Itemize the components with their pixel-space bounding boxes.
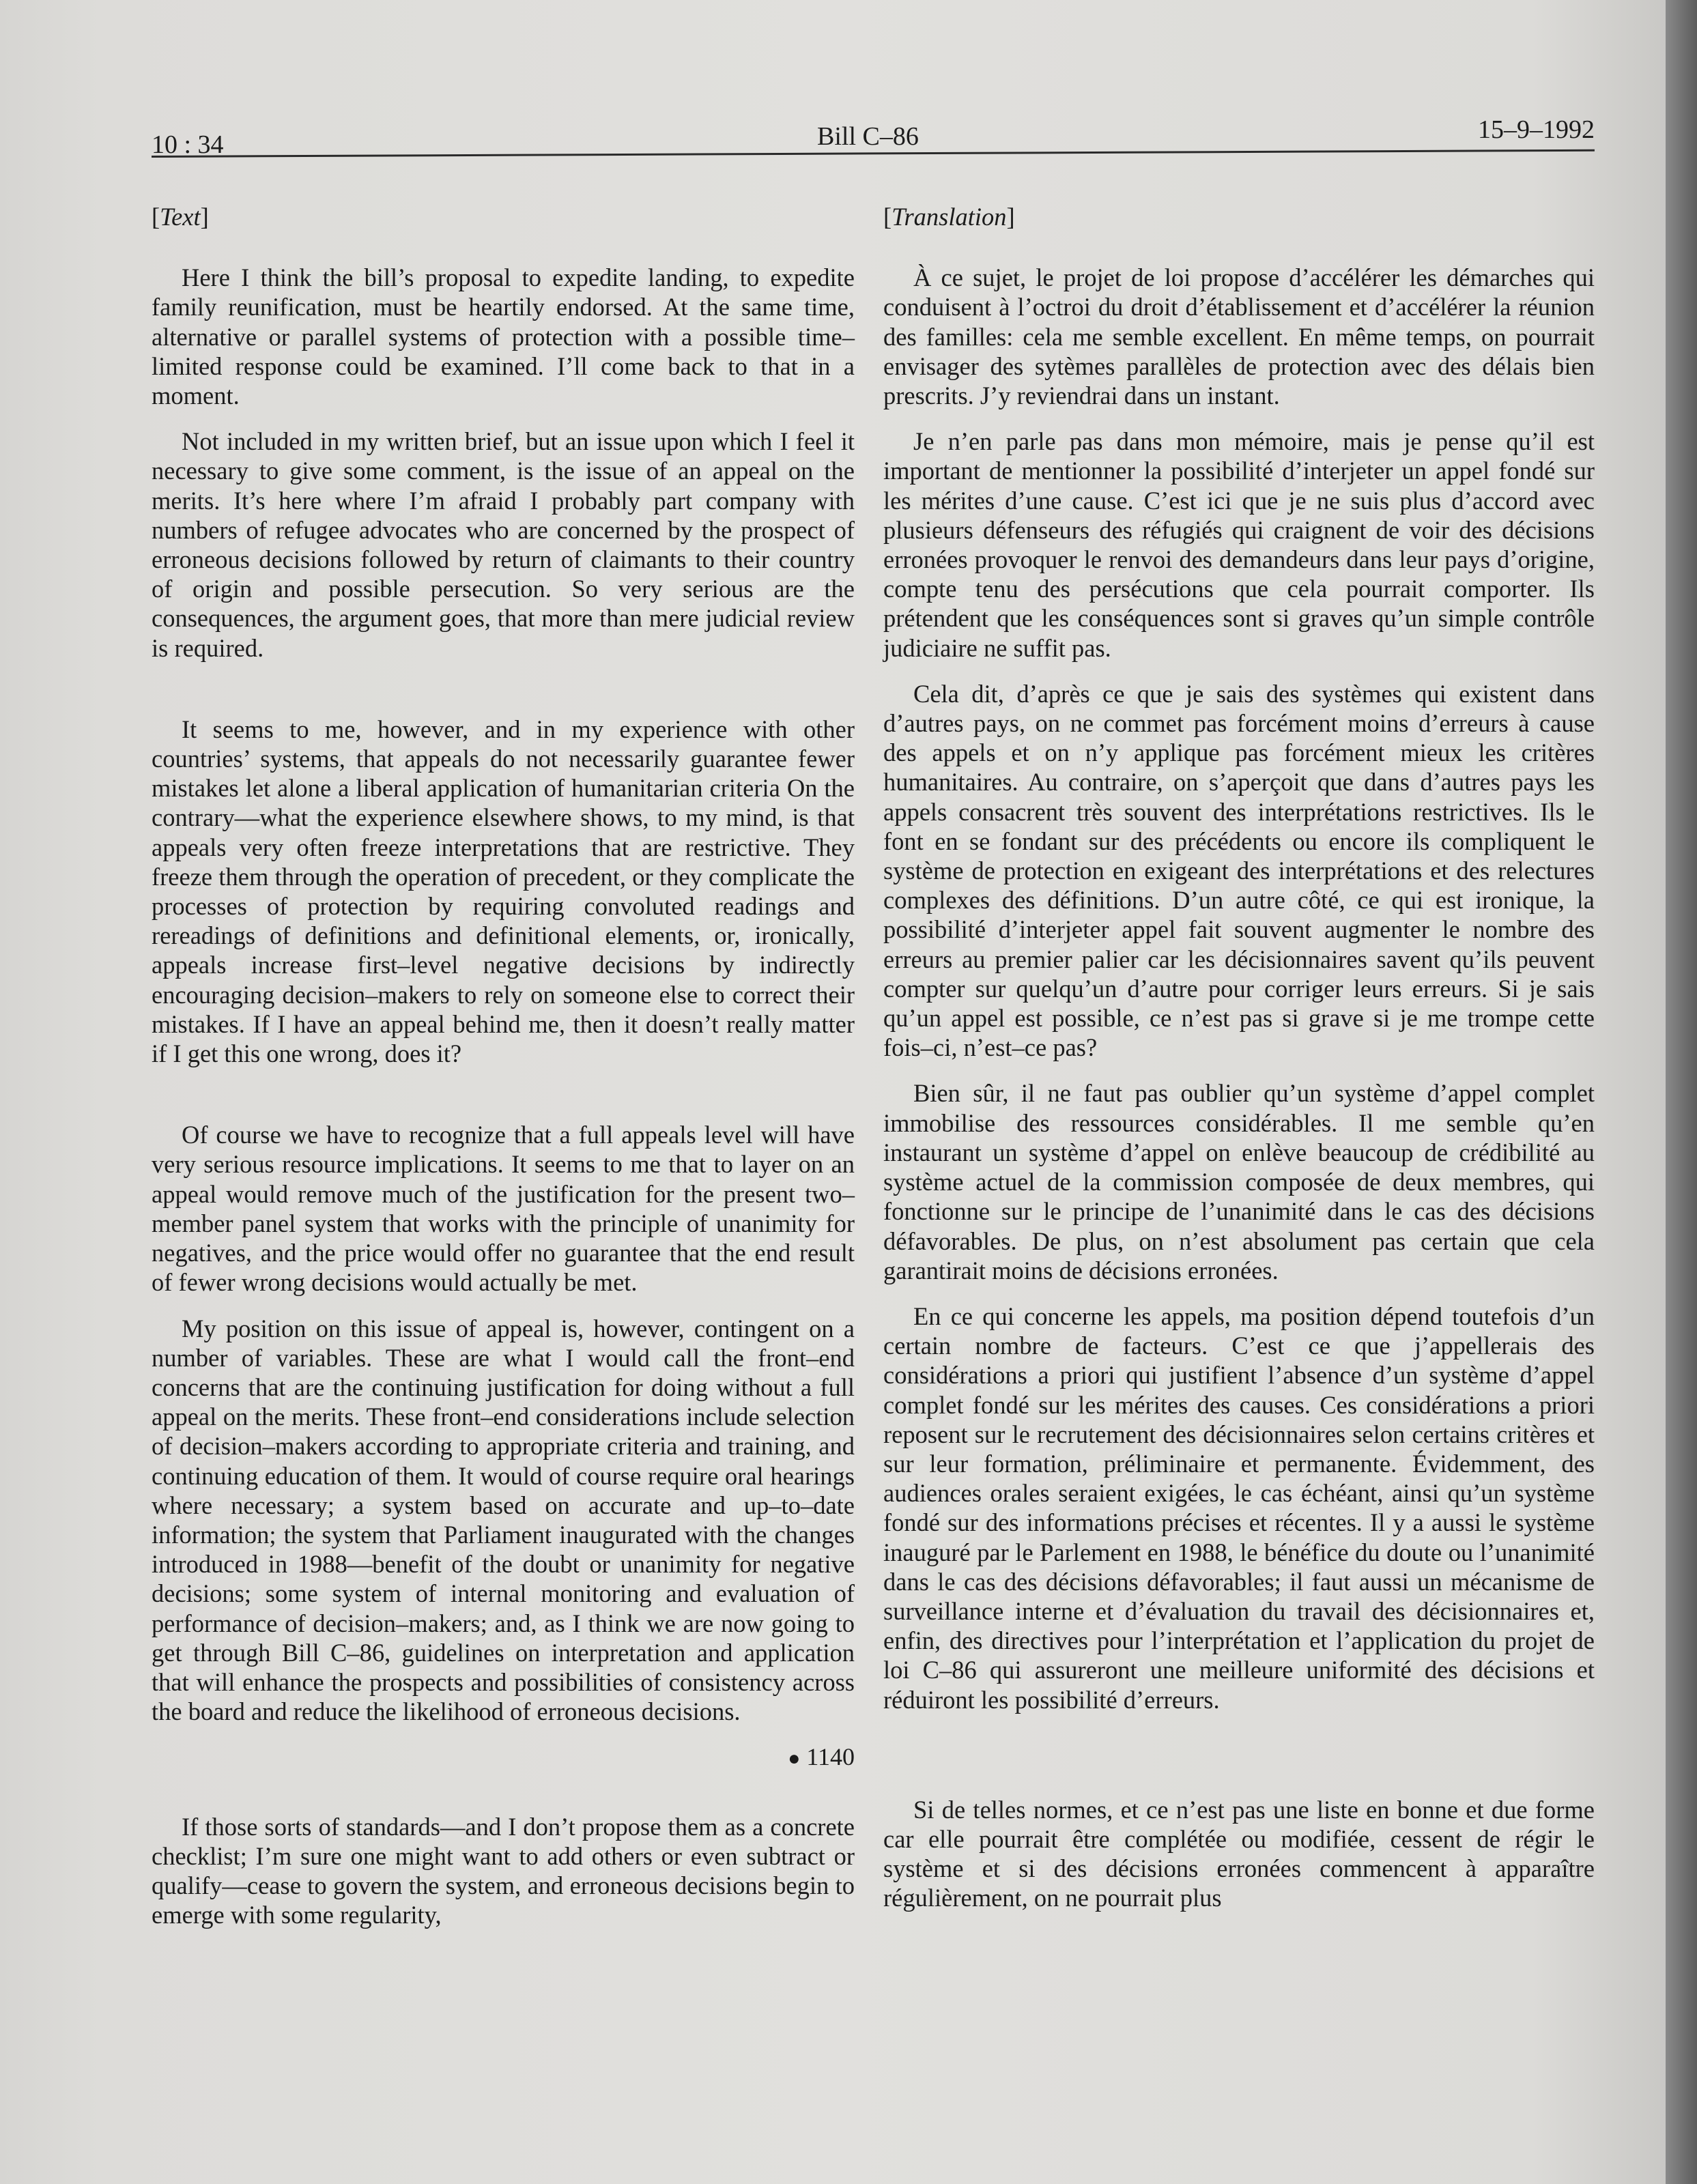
label-text: Text [160,203,201,231]
paragraph: À ce sujet, le projet de loi propose d’accélérer les démarches qui conduisent à l’octroi du droit d’établissement et d’accélérer la réunion des familles: cela me semble excellent. En même temps, on pourrait envisager des sytèmes parallèles de protection avec des délais bien prescrits. J’y reviendrai dans un instant. [883,263,1595,410]
time-marker-value: 1140 [806,1743,855,1771]
paragraph: Bien sûr, il ne faut pas oublier qu’un système d’appel complet immobilise des ressources considérables. Il me semble qu’en instaurant un système d’appel on enlève beaucoup de crédibilité au système actuel de la commission composée de deux membres, qui fonctionne sur le principe de l’unanimité dans le cas des décisions défavorables. De plus, on n’est absolument pas certain que cela garantirait moins de décisions erronées. [883,1079,1595,1284]
text-column-french [883,202,1595,1929]
paragraph: Si de telles normes, et ce n’est pas une liste en bonne et due forme car elle pourrait être complétée ou modifiée, cessent de régir le système et si des décisions erronées commencent à apparaître régulièrement, on ne pourrait plus [883,1795,1595,1912]
paragraph: Je n’en parle pas dans mon mémoire, mais je pense qu’il est important de mentionner la possibilité d’interjeter un appel fondé sur les mérites d’une cause. C’est ici que je ne suis plus d’accord avec plusieurs défenseurs des réfugiés qui craignent de voir des décisions erronées provoquer le renvoi des demandeurs dans leur pays d’origine, compte tenu des persécutions que cela pourrait comporter. Ils prétendent que les conséquences sont si graves qu’un simple contrôle judiciaire ne suffit pas. [883,427,1595,662]
paragraph: Here I think the bill’s proposal to expedite landing, to expedite family reunification, must be heartily endorsed. At the same time, alternative or parallel systems of protection with a possible time–limited response could be examined. I’ll come back to that in a moment. [152,263,855,410]
text-column-english [152,202,855,1946]
column-label-text: [Text] [152,203,209,231]
bullet-icon: ● [788,1747,801,1770]
paragraph: Not included in my written brief, but an issue upon which I feel it necessary to give some comment, is the issue of an appeal on the merits. It’s here where I’m afraid I probably part company with numbers of refugee advocates who are concerned by the prospect of erroneous decisions followed by return of claimants to their country of origin and possible persecution. So very serious are the consequences, the argument goes, that more than mere judicial review is required. [152,427,855,662]
paragraph: En ce qui concerne les appels, ma position dépend toutefois d’un certain nombre de facteurs. C’est ce que j’appellerais des considérations a priori qui justifient l’absence d’un système d’appel complet fondé sur les mérites des causes. Ces considérations a priori reposent sur le recrutement des décisionnaires selon certains critères et sur leur formation, préliminaire et permanente. Évidemment, des audiences orales seraient exigées, le cas échéant, ainsi qu’un système fondé sur des informations précises et récentes. Il y a aussi le système inauguré par le Parlement en 1988, le bénéfice du doute ou l’unanimité dans le cas des décisions défavorables; il faut aussi un mécanisme de surveillance interne et d’évaluation du travail des décisionnaires et, enfin, des directives pour l’interprétation et l’application du projet de loi C–86 qui assureront une meilleure uniformité des décisions et réduiront les possibilité d’erreurs. [883,1302,1595,1714]
header-date: 15–9–1992 [1478,115,1595,144]
paragraph: If those sorts of standards—and I don’t propose them as a concrete checklist; I’m sure one might want to add others or even subtract or qualify—cease to govern the system, and erroneous decisions begin to emerge with some regularity, [152,1812,855,1929]
column-label-translation: [Translation] [883,203,1015,231]
bill-title: Bill C–86 [817,122,919,151]
paragraph: Cela dit, d’après ce que je sais des systèmes qui existent dans d’autres pays, on ne commet pas forcément moins d’erreurs à cause des appels et on n’y applique pas forcément mieux les critères humanitaires. Au contraire, on s’aperçoit que dans d’autres pays les appels consacrent très souvent des interprétations restrictives. Ils le font en se fondant sur des précédents ou encore ils compliquent le système de protection en exigeant des interprétations et des relectures complexes des définitions. D’un autre côté, ce qui est ironique, la possibilité d’interjeter appel fait souvent augmenter le nombre des erreurs au premier palier car les décisionnaires savent qu’ils peuvent compter sur quelqu’un d’autre pour corriger leurs erreurs. Si je sais qu’un appel est possible, ce n’est pas si grave si je me trompe cette fois–ci, n’est–ce pas? [883,679,1595,1062]
page-edge-shadow [1666,0,1697,2184]
paragraph: My position on this issue of appeal is, however, contingent on a number of variables. These are what I would call the front–end concerns that are the continuing justification for doing without a full appeal on the merits. These front–end considerations include selection of decision–makers according to appropriate criteria and training, and continuing education of them. It would of course require oral hearings where necessary; a system based on accurate and up–to–date information; the system that Parliament inaugurated with the changes introduced in 1988—benefit of the doubt or unanimity for negative decisions; some system of internal monitoring and evaluation of performance of decision–makers; and, as I think we are now going to get through Bill C–86, guidelines on interpretation and application that will enhance the prospects and possibilities of consistency across the board and reduce the likelihood of erroneous decisions. [152,1314,855,1726]
paragraph: Of course we have to recognize that a full appeals level will have very serious resource implications. It seems to me that to layer on an appeal would remove much of the justification for the present two–member panel system that works with the principle of unanimity for negatives, and the price would offer no guarantee that the end result of fewer wrong decisions would actually be met. [152,1121,855,1297]
label-translation: Translation [892,203,1007,231]
paragraph: It seems to me, however, and in my experience with other countries’ systems, that appeals do not necessarily guarantee fewer mistakes let alone a liberal application of humanitarian criteria On the contrary—what the experience elsewhere shows, to my mind, is that appeals very often freeze interpretations that are restrictive. They freeze them through the operation of precedent, or they complicate the processes of protection by requiring convoluted readings and rereadings of definitions and definitional elements, or, ironically, appeals increase first–level negative decisions by indirectly encouraging decision–makers to rely on someone else to correct their mistakes. If I have an appeal behind me, then it doesn’t really matter if I get this one wrong, does it? [152,715,855,1068]
time-marker [152,1742,855,1773]
page-reference: 10 : 34 [152,130,224,159]
